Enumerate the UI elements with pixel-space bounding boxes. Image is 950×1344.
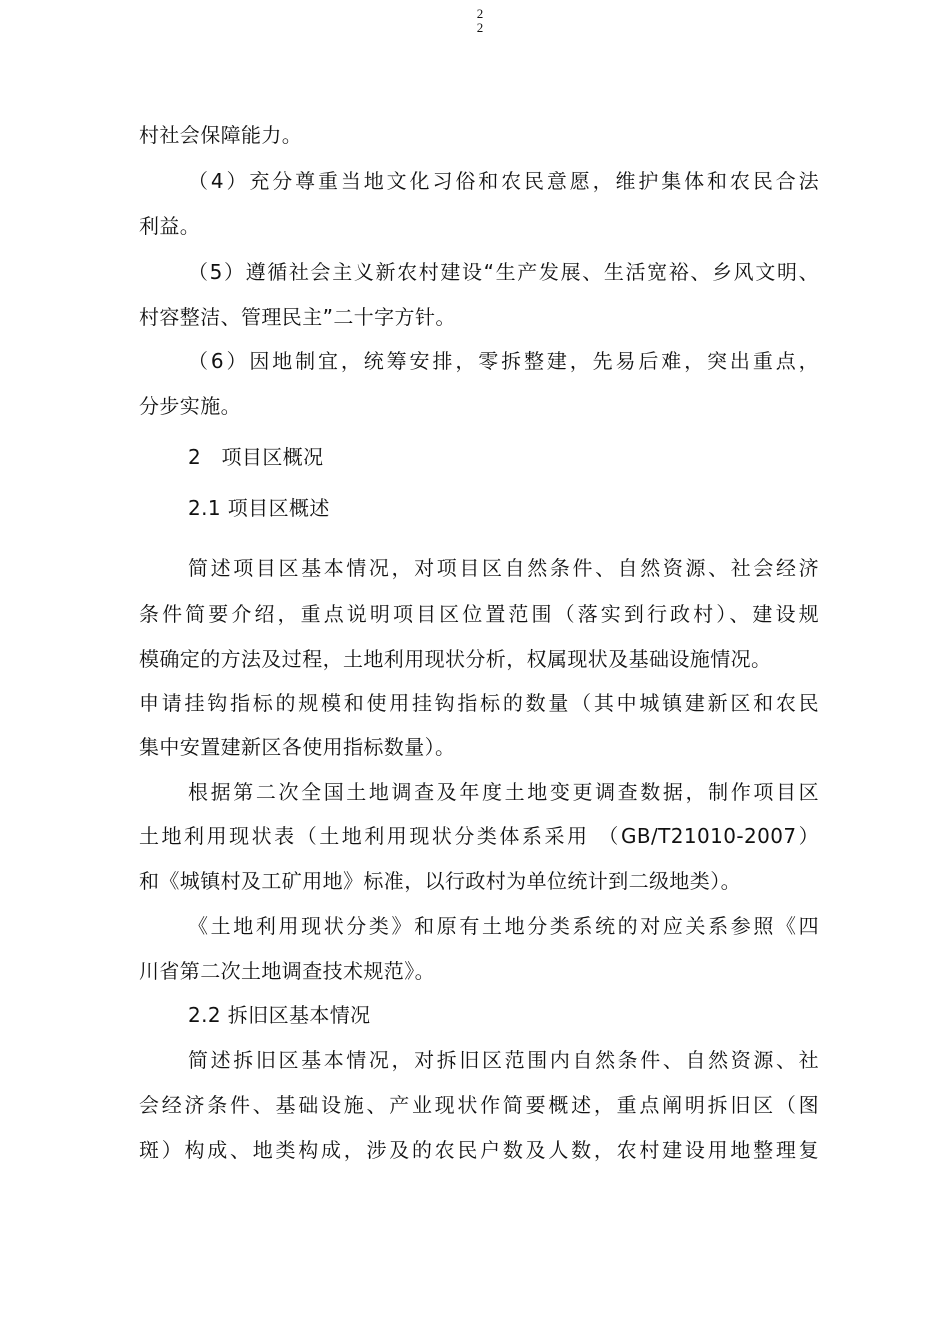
text-line: 《土地利用现状分类》和原有土地分类系统的对应关系参照《四: [188, 914, 819, 938]
text-line: 土地利用现状表（土地利用现状分类体系采用 （GB/T21010-2007）: [139, 824, 819, 848]
subsection-heading: 2.2 拆旧区基本情况: [188, 1003, 371, 1027]
text-line: 简述拆旧区基本情况，对拆旧区范围内自然条件、自然资源、社: [188, 1048, 819, 1072]
subsection-heading: 2.1 项目区概述: [188, 496, 330, 520]
text-line: 会经济条件、基础设施、产业现状作简要概述，重点阐明拆旧区（图: [139, 1093, 819, 1117]
text-line: 村容整洁、管理民主”二十字方针。: [139, 305, 456, 329]
text-line: 村社会保障能力。: [139, 123, 303, 147]
text-line: 简述项目区基本情况，对项目区自然条件、自然资源、社会经济: [188, 556, 819, 580]
text-line: 和《城镇村及工矿用地》标准，以行政村为单位统计到二级地类）。: [139, 869, 741, 893]
page-number-top: 2: [476, 6, 484, 21]
text-line: 根据第二次全国土地调查及年度土地变更调查数据，制作项目区: [188, 780, 819, 804]
text-line: 斑）构成、地类构成，涉及的农民户数及人数，农村建设用地整理复: [139, 1138, 819, 1162]
text-line: 分步实施。: [139, 394, 241, 418]
text-line: （5）遵循社会主义新农村建设“生产发展、生活宽裕、乡风文明、: [188, 260, 819, 284]
text-line: （6）因地制宜，统筹安排，零拆整建，先易后难，突出重点，: [188, 349, 819, 373]
text-line: 申请挂钩指标的规模和使用挂钩指标的数量（其中城镇建新区和农民: [139, 691, 819, 715]
text-line: 模确定的方法及过程，土地利用现状分析，权属现状及基础设施情况。: [139, 647, 772, 671]
text-line: 川省第二次土地调查技术规范》。: [139, 959, 435, 983]
page-number-bottom: 2: [476, 20, 484, 35]
text-line: 条件简要介绍，重点说明项目区位置范围（落实到行政村）、建设规: [139, 602, 819, 626]
text-line: 利益。: [139, 214, 201, 238]
section-heading: 2 项目区概况: [188, 445, 324, 469]
text-line: 集中安置建新区各使用指标数量）。: [139, 735, 456, 759]
text-line: （4）充分尊重当地文化习俗和农民意愿，维护集体和农民合法: [188, 169, 819, 193]
